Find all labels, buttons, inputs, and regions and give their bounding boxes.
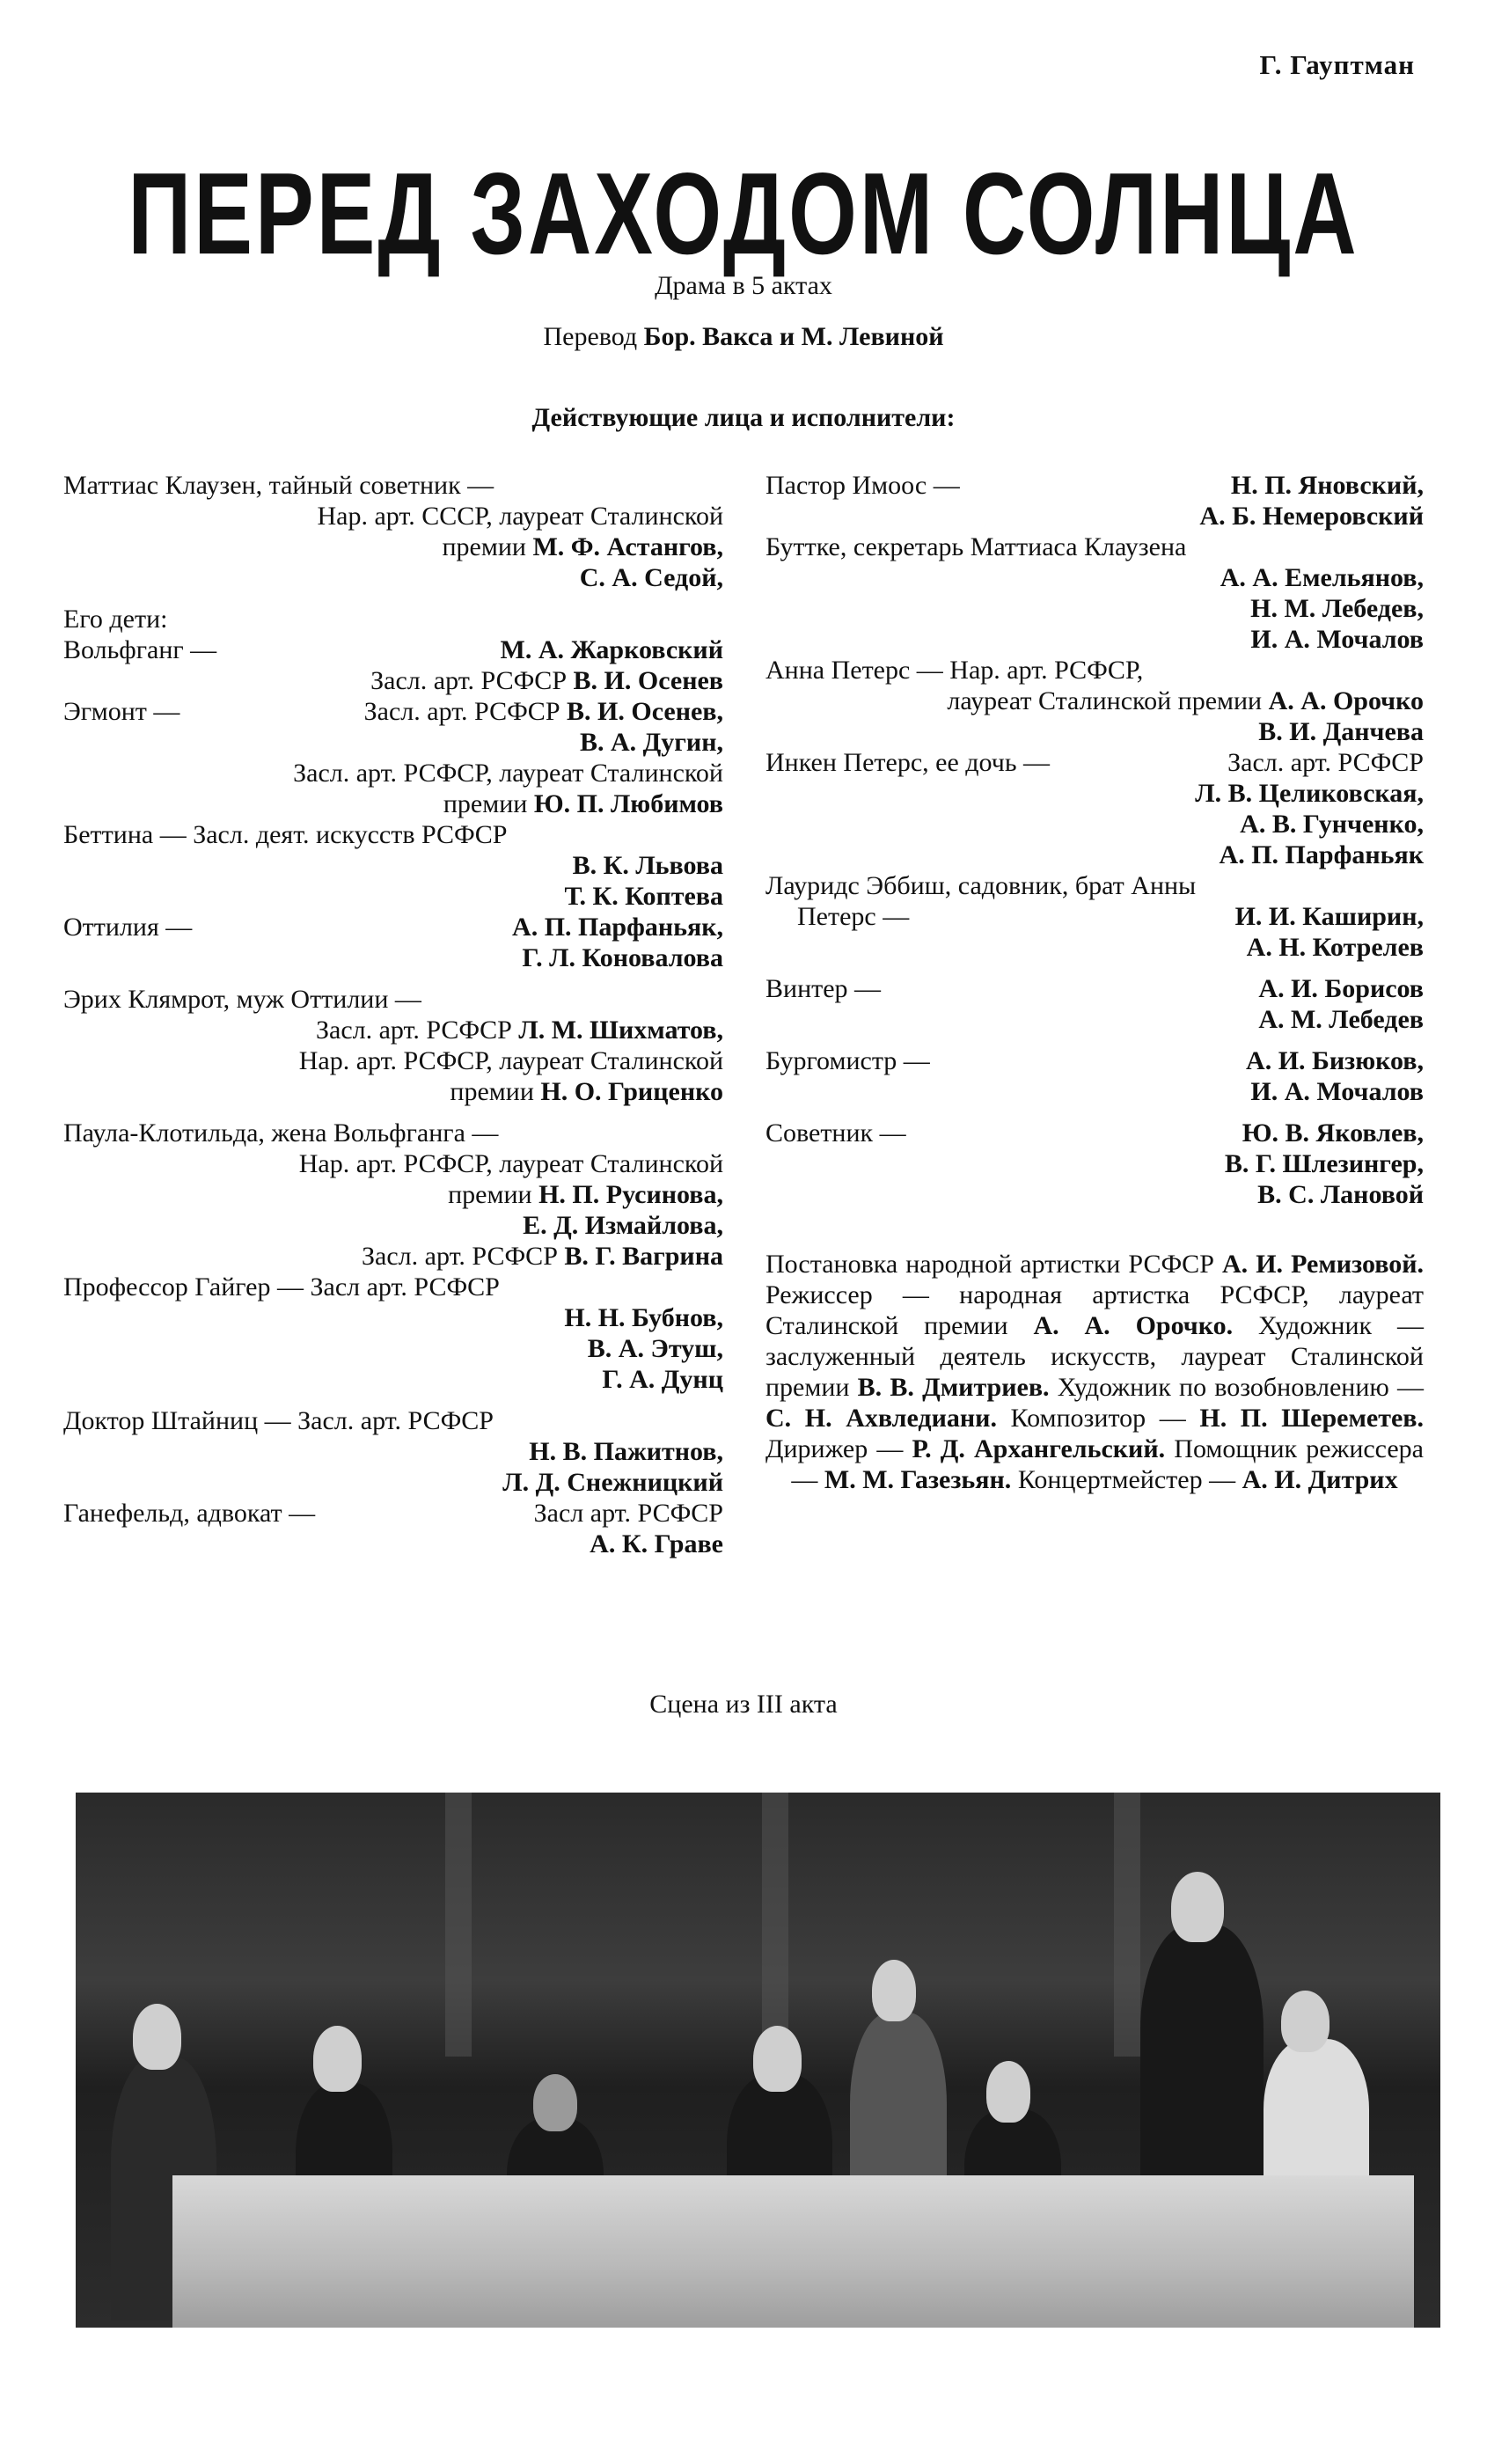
performer-name: А. П. Парфаньяк, — [512, 913, 723, 942]
credit-text: Дирижер — — [765, 1434, 912, 1463]
performer-name: А. И. Борисов — [1258, 974, 1424, 1003]
cast-line — [765, 1148, 1424, 1179]
credit-text: Режиссер — народная артистка РСФСР, лауреат Сталинской премии — [765, 1280, 1424, 1340]
performer-entry — [443, 788, 723, 819]
cast-line — [765, 1179, 1424, 1210]
performer-name: В. И. Осенев — [573, 666, 723, 695]
role-text: Его дети: — [63, 605, 168, 634]
cast-line — [63, 1148, 723, 1179]
cast-line — [63, 665, 723, 696]
credit-name: Р. Д. Архангельский. — [912, 1434, 1166, 1463]
performer-entry — [1257, 1179, 1424, 1210]
performer-name: В. Г. Шлезингер, — [1224, 1149, 1424, 1178]
performer-title: премии — [442, 532, 533, 561]
performer-entry — [1235, 901, 1424, 932]
cast-line — [63, 1015, 723, 1045]
performer-title: Нар. арт. РСФСР, лауреат Сталинской — [298, 1149, 723, 1178]
performer-name: Л. В. Целиковская, — [1195, 779, 1424, 808]
performer-title: Нар. арт. СССР, лауреат Сталинской — [317, 502, 723, 531]
performer-title: премии — [443, 789, 534, 818]
performer-name: В. А. Дугин, — [579, 728, 723, 757]
role-text: Вольфганг — — [63, 635, 217, 664]
cast-line — [63, 1179, 723, 1210]
performer-entry — [364, 696, 723, 727]
credit-name: А. И. Дитрих — [1242, 1465, 1398, 1494]
performer-title: Засл. арт. РСФСР — [370, 666, 574, 695]
role-text: Паула-Клотильда, жена Вольфганга — — [63, 1118, 499, 1148]
cast-line — [63, 1210, 723, 1241]
performer-title: лауреат Сталинской премии — [947, 686, 1269, 715]
cast-line — [63, 1529, 723, 1559]
performer-title: Засл. арт. РСФСР, лауреат Сталинской — [293, 759, 723, 788]
performer-entry — [523, 1210, 723, 1241]
performer-entry — [1199, 501, 1424, 532]
cast-line — [765, 1118, 1424, 1148]
performer-entry — [564, 881, 723, 912]
performer-title: Засл. арт. РСФСР — [363, 697, 568, 726]
performer-entry — [293, 758, 723, 788]
credit-name: М. М. Газезьян. — [824, 1465, 1012, 1494]
role-text: Бургомистр — — [765, 1046, 930, 1075]
performer-entry — [1246, 1045, 1424, 1076]
role-text: Маттиас Клаузен, тайный советник — — [63, 471, 494, 500]
cast-line — [765, 655, 1424, 686]
cast-line — [63, 1333, 723, 1364]
performer-name: Н. П. Яновский, — [1230, 471, 1424, 500]
performer-entry — [522, 942, 723, 973]
play-title: ПЕРЕД ЗАХОДОМ СОЛНЦА — [128, 149, 1359, 280]
cast-line — [765, 973, 1424, 1004]
performer-entry — [580, 727, 723, 758]
cast-line — [63, 1364, 723, 1395]
role-text: Оттилия — — [63, 913, 193, 942]
performer-entry — [1258, 1004, 1424, 1035]
performer-name: А. Н. Котрелев — [1246, 933, 1424, 962]
performer-entry — [370, 665, 723, 696]
cast-line — [765, 932, 1424, 963]
performer-entry — [1227, 747, 1424, 778]
performer-entry — [1250, 624, 1424, 655]
cast-line — [63, 788, 723, 819]
performer-entry — [1231, 470, 1424, 501]
performer-title: Засл. арт. РСФСР — [362, 1242, 565, 1271]
role-text: Пастор Имоос — — [765, 471, 960, 500]
performer-name: В. С. Лановой — [1257, 1180, 1424, 1209]
performer-name: И. И. Каширин, — [1234, 902, 1424, 931]
cast-line — [765, 840, 1424, 870]
performer-name: Ю. В. Яковлев, — [1242, 1118, 1424, 1148]
cast-heading: Действующие лица и исполнители: — [531, 403, 956, 432]
credit-text: Постановка народной артистки РСФСР — [765, 1250, 1222, 1279]
cast-line — [63, 1076, 723, 1107]
performer-title: премии — [448, 1180, 539, 1209]
performer-title: Засл. арт. РСФСР — [1227, 748, 1424, 777]
performer-entry — [501, 634, 723, 665]
performer-entry — [588, 1333, 723, 1364]
performer-name: М. А. Жарковский — [500, 635, 723, 664]
role-text: Ганефельд, адвокат — — [63, 1499, 316, 1528]
credit-name: С. Н. Ахвледиани. — [765, 1404, 997, 1433]
role-text: Доктор Штайниц — Засл. арт. РСФСР — [63, 1406, 494, 1435]
performer-entry — [534, 1498, 723, 1529]
author-name: Г. Гауптман — [1259, 49, 1415, 80]
role-text: Советник — — [765, 1118, 906, 1148]
cast-line — [765, 562, 1424, 593]
role-text: Лауридс Эббиш, садовник, брат Анны — [765, 871, 1197, 900]
cast-line — [63, 912, 723, 942]
performer-entry — [1195, 778, 1424, 809]
cast-line — [765, 778, 1424, 809]
performer-name: А. П. Парфаньяк — [1219, 840, 1424, 869]
cast-line — [63, 942, 723, 973]
performer-name: Н. Н. Бубнов, — [564, 1303, 723, 1332]
cast-line — [63, 1467, 723, 1498]
performer-name: А. К. Граве — [590, 1529, 723, 1558]
genre-line: Драма в 5 актах — [655, 271, 832, 300]
performer-entry — [590, 1529, 723, 1559]
cast-line — [765, 501, 1424, 532]
translation-prefix: Перевод — [543, 322, 638, 351]
cast-line — [63, 1405, 723, 1436]
performer-name: Ю. П. Любимов — [533, 789, 723, 818]
cast-line — [63, 696, 723, 727]
performer-name: В. А. Этуш, — [587, 1334, 723, 1363]
performer-entry — [442, 532, 723, 562]
performer-name: М. Ф. Астангов, — [532, 532, 723, 561]
performer-entry — [448, 1179, 723, 1210]
performer-name: В. К. Львова — [572, 851, 723, 880]
performer-entry — [362, 1241, 723, 1272]
cast-line — [63, 1118, 723, 1148]
performer-name: Н. П. Русинова, — [538, 1180, 723, 1209]
performer-name: Г. А. Дунц — [602, 1365, 723, 1394]
performer-name: Н. О. Гриценко — [540, 1077, 723, 1106]
cast-line — [765, 870, 1424, 901]
cast-line — [63, 758, 723, 788]
role-text: Беттина — Засл. деят. искусств РСФСР — [63, 820, 508, 849]
performer-name: В. И. Осенев, — [567, 697, 723, 726]
translation-line — [0, 322, 1487, 352]
performer-name: В. Г. Вагрина — [564, 1242, 723, 1271]
performer-title: Засл арт. РСФСР — [533, 1499, 723, 1528]
cast-line — [765, 624, 1424, 655]
performer-entry — [318, 501, 723, 532]
credit-text: Концертмейстер — — [1011, 1465, 1242, 1494]
performer-entry — [1220, 840, 1424, 870]
performer-name: И. А. Мочалов — [1250, 1077, 1424, 1106]
performer-name: А. Б. Немеровский — [1199, 502, 1424, 531]
credit-text: Помощник режиссера — — [791, 1434, 1424, 1494]
cast-line — [63, 881, 723, 912]
photo-caption: Сцена из III акта — [649, 1690, 838, 1719]
cast-right-column — [765, 470, 1424, 1495]
performer-entry — [1225, 1148, 1424, 1179]
credit-name: А. И. Ремизовой. — [1221, 1250, 1424, 1279]
role-text: Буттке, секретарь Маттиаса Клаузена — [765, 532, 1187, 561]
performer-entry — [529, 1436, 723, 1467]
role-text: Винтер — — [765, 974, 882, 1003]
role-text: Анна Петерс — Нар. арт. РСФСР, — [765, 656, 1144, 685]
performer-entry — [1242, 1118, 1424, 1148]
performer-title: Засл. арт. РСФСР — [315, 1016, 519, 1045]
performer-name: А. И. Бизюков, — [1246, 1046, 1424, 1075]
credit-text: Художник по возобновлению — — [1049, 1373, 1425, 1402]
cast-line — [63, 984, 723, 1015]
cast-line — [63, 470, 723, 501]
performer-entry — [1258, 716, 1424, 747]
credit-text: Художник — заслуженный деятель искусств, лауреат Сталинской премии — [765, 1311, 1424, 1402]
role-text: Эрих Клямрот, муж Оттилии — — [63, 985, 421, 1014]
performer-name: А. А. Емельянов, — [1220, 563, 1424, 592]
cast-line — [765, 716, 1424, 747]
cast-line — [63, 562, 723, 593]
cast-line — [765, 1076, 1424, 1107]
performer-entry — [502, 1467, 723, 1498]
role-text: Профессор Гайгер — Засл арт. РСФСР — [63, 1272, 500, 1302]
cast-line — [765, 747, 1424, 778]
performer-title: премии — [450, 1077, 541, 1106]
performer-entry — [1220, 562, 1424, 593]
performer-entry — [602, 1364, 723, 1395]
performer-entry — [1258, 973, 1424, 1004]
performer-entry — [564, 1302, 723, 1333]
cast-line — [765, 470, 1424, 501]
credit-name: А. А. Орочко. — [1033, 1311, 1234, 1340]
role-text: Петерс — — [797, 902, 910, 931]
performer-name: Е. Д. Измайлова, — [523, 1211, 723, 1240]
performer-entry — [1250, 593, 1424, 624]
cast-line — [63, 1045, 723, 1076]
cast-line — [765, 1045, 1424, 1076]
performer-name: С. А. Седой, — [579, 563, 723, 592]
cast-line — [63, 501, 723, 532]
cast-line — [765, 686, 1424, 716]
cast-line — [63, 1436, 723, 1467]
scene-photo — [76, 1793, 1440, 2328]
performer-name: Н. М. Лебедев, — [1250, 594, 1424, 623]
cast-line — [63, 819, 723, 850]
cast-line — [765, 593, 1424, 624]
role-text: Инкен Петерс, ее дочь — — [765, 748, 1051, 777]
performer-entry — [580, 562, 723, 593]
cast-line — [63, 850, 723, 881]
performer-entry — [947, 686, 1424, 716]
performer-entry — [1250, 1076, 1424, 1107]
cast-line — [63, 634, 723, 665]
performer-title: Нар. арт. РСФСР, лауреат Сталинской — [298, 1046, 723, 1075]
cast-line — [765, 901, 1424, 932]
performer-name: И. А. Мочалов — [1250, 625, 1424, 654]
performer-name: Н. В. Пажитнов, — [529, 1437, 723, 1466]
performer-entry — [573, 850, 723, 881]
credit-name: В. В. Дмитриев. — [857, 1373, 1050, 1402]
cast-line — [765, 809, 1424, 840]
cast-line — [63, 727, 723, 758]
translators: Бор. Вакса и М. Левиной — [643, 322, 944, 351]
cast-line — [63, 1241, 723, 1272]
credit-name: Н. П. Шереметев. — [1199, 1404, 1424, 1433]
cast-line — [765, 1004, 1424, 1035]
performer-name: Л. Д. Снежницкий — [502, 1468, 723, 1497]
cast-line — [63, 532, 723, 562]
performer-entry — [450, 1076, 723, 1107]
role-text: Эгмонт — — [63, 697, 180, 726]
performer-name: А. В. Гунченко, — [1240, 810, 1424, 839]
production-credits — [765, 1249, 1424, 1495]
performer-name: Г. Л. Коновалова — [522, 943, 723, 972]
performer-entry — [316, 1015, 723, 1045]
performer-name: А. М. Лебедев — [1258, 1005, 1424, 1034]
cast-line — [63, 1272, 723, 1302]
performer-name: А. А. Орочко — [1268, 686, 1424, 715]
performer-entry — [299, 1148, 723, 1179]
cast-line — [765, 532, 1424, 562]
cast-left-column — [63, 470, 723, 1559]
cast-line — [63, 1302, 723, 1333]
performer-name: Л. М. Шихматов, — [518, 1016, 723, 1045]
credit-text: Композитор — — [996, 1404, 1200, 1433]
performer-name: Т. К. Коптева — [564, 882, 723, 911]
performer-entry — [1247, 932, 1424, 963]
performer-name: В. И. Данчева — [1258, 717, 1424, 746]
cast-line — [63, 1498, 723, 1529]
cast-line — [63, 604, 723, 634]
performer-entry — [512, 912, 723, 942]
performer-entry — [1240, 809, 1424, 840]
performer-entry — [299, 1045, 723, 1076]
